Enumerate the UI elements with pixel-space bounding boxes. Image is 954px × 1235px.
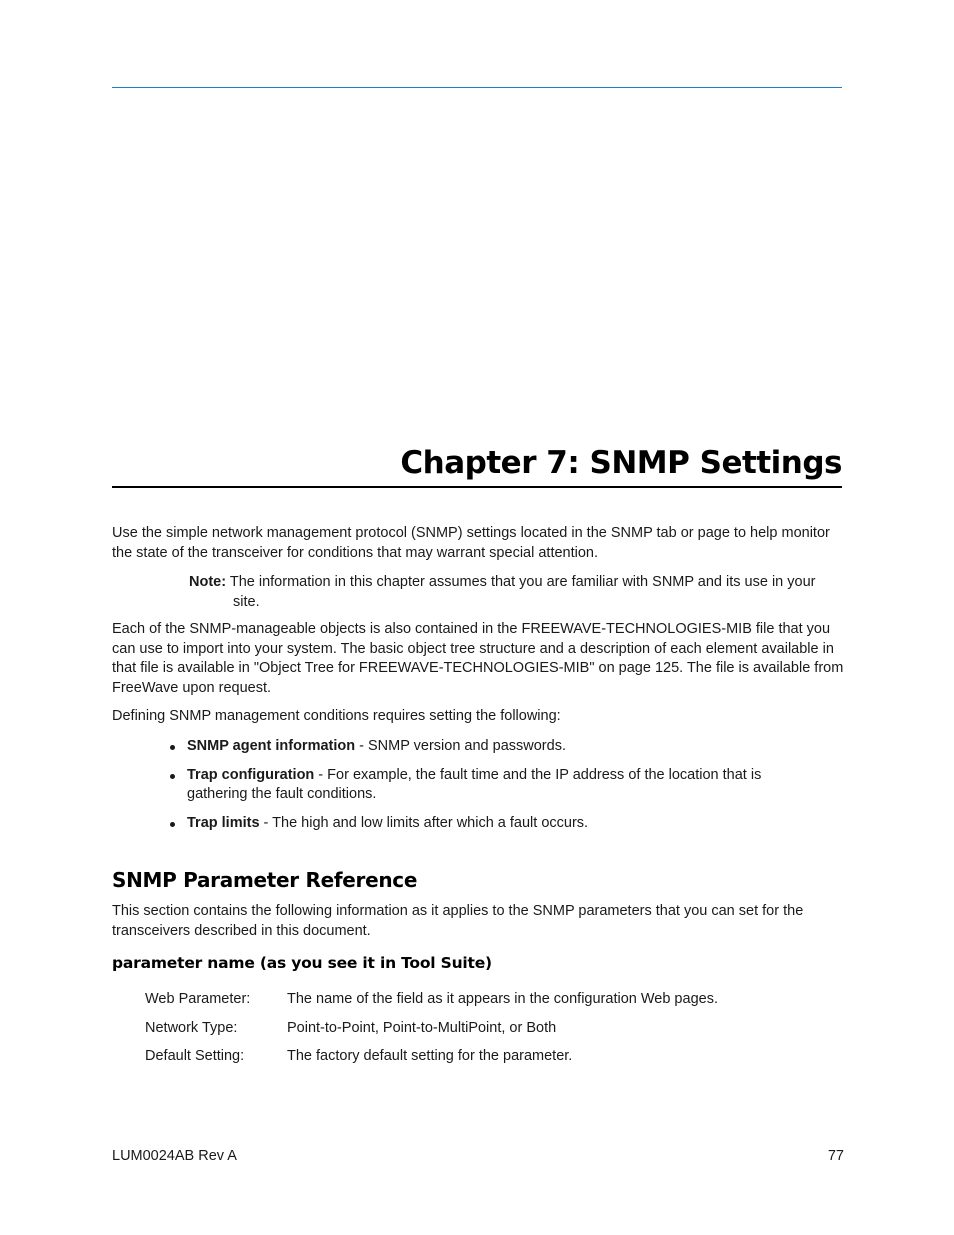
- bullet-icon: [170, 745, 175, 750]
- table-row: [145, 1047, 835, 1076]
- param-label: Network Type:: [145, 1019, 238, 1036]
- list-item: [168, 766, 808, 805]
- table-row: [145, 1019, 835, 1048]
- param-value: Point-to-Point, Point-to-MultiPoint, or Both: [287, 1019, 557, 1036]
- param-value: The factory default setting for the parameter.: [287, 1048, 573, 1064]
- intro-paragraph: Use the simple network management protocol (SNMP) settings located in the SNMP tab or page to help monitor the state of the transceiver for conditions that may warrant special attention.: [112, 525, 830, 561]
- bullet-icon: [170, 822, 175, 827]
- chapter-title: Chapter 7: SNMP Settings: [400, 445, 842, 481]
- list-item: [168, 737, 808, 757]
- footer-doc-id: LUM0024AB Rev A: [112, 1148, 237, 1164]
- param-label: Web Parameter:: [145, 991, 251, 1007]
- note-text: The information in this chapter assumes that you are familiar with SNMP and its use in your site.: [229, 574, 816, 610]
- note-label: Note:: [189, 574, 227, 590]
- mib-paragraph: Each of the SNMP-manageable objects is also contained in the FREEWAVE-TECHNOLOGIES-MIB file that you can use to import into your system. The basic object tree structure and a description of each element available in that file is available in "Object Tree for FREEWAVE-TECHNOLOGIES-MIB" on page 125. The file is available from FreeWave upon request.: [112, 621, 844, 696]
- param-label: Default Setting:: [145, 1048, 245, 1064]
- title-underline: [112, 486, 842, 488]
- list-item-term: SNMP agent information: [187, 738, 356, 754]
- list-item-term: Trap configuration: [187, 766, 315, 783]
- bullet-icon: [170, 774, 175, 779]
- subsection-heading: parameter name (as you see it in Tool Suite): [112, 954, 492, 972]
- table-row: [145, 990, 835, 1019]
- list-item-desc: - The high and low limits after which a fault occurs.: [259, 814, 589, 831]
- note-block: [189, 573, 823, 612]
- list-item-desc: - For example, the fault time and the IP address of the location that is gathering the fault conditions.: [187, 766, 762, 802]
- section-heading: SNMP Parameter Reference: [112, 868, 418, 892]
- list-item-desc: - SNMP version and passwords.: [355, 738, 566, 754]
- param-value: The name of the field as it appears in the configuration Web pages.: [287, 991, 718, 1007]
- list-item: [168, 814, 808, 834]
- footer-page-number: 77: [827, 1148, 844, 1164]
- requirements-intro: Defining SNMP management conditions requires setting the following:: [112, 708, 561, 724]
- list-item-term: Trap limits: [187, 814, 260, 831]
- header-rule: [112, 87, 842, 88]
- parameter-table: [145, 990, 835, 1076]
- section-paragraph: This section contains the following information as it applies to the SNMP parameters that you can set for the transceivers described in this document.: [112, 903, 804, 939]
- requirements-list: [168, 737, 808, 833]
